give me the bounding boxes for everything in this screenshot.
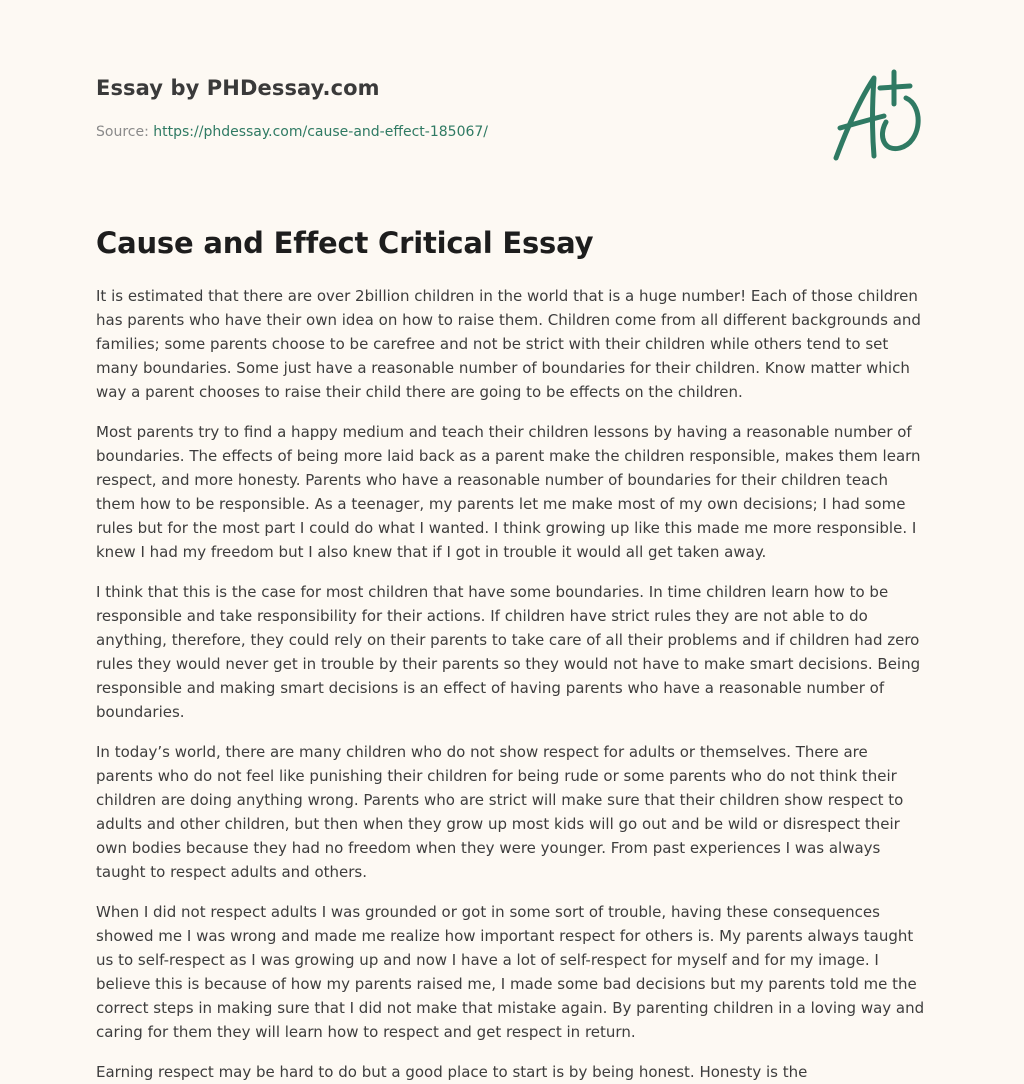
source-link[interactable]: https://phdessay.com/cause-and-effect-185067/: [153, 124, 489, 140]
essay-body: [96, 284, 928, 1084]
essay-paragraph: When I did not respect adults I was grounded or got in some sort of trouble, having these consequences showed me I was wrong and made me realize how important respect for others is. My parents always taught us to self-respect as I was growing up and now I have a lot of self-respect for myself and for my image. I believe this is because of how my parents raised me, I made some bad decisions but my parents told me the correct steps in making sure that I did not make that mistake again. By parenting children in a loving way and caring for them they will learn how to respect and get respect in return.: [96, 903, 925, 1041]
essay-paragraph: It is estimated that there are over 2billion children in the world that is a huge number! Each of those children has parents who have their own idea on how to raise them. Children come from all different backgrounds and families; some parents choose to be carefree and not be strict with their children while others tend to set many boundaries. Some just have a reasonable number of boundaries for their children. Know matter which way a parent chooses to raise their child there are going to be effects on the children.: [96, 287, 921, 401]
site-title: Essay by PHDessay.com: [96, 76, 380, 100]
essay-paragraph: Most parents try to find a happy medium and teach their children lessons by having a reasonable number of boundaries. The effects of being more laid back as a parent make the children responsible, makes them learn respect, and more honesty. Parents who have a reasonable number of boundaries for their children teach them how to be responsible. As a teenager, my parents let me make most of my own decisions; I had some rules but for the most part I could do what I wanted. I think growing up like this made me more responsible. I knew I had my freedom but I also knew that if I got in trouble it would all get taken away.: [96, 423, 921, 561]
essay-paragraph: I think that this is the case for most children that have some boundaries. In time children learn how to be responsible and take responsibility for their actions. If children have strict rules they are not able to do anything, therefore, they could rely on their parents to take care of all their problems and if children had zero rules they would never get in trouble by their parents so they would not have to make smart decisions. Being responsible and making smart decisions is an effect of having parents who have a reasonable number of boundaries.: [96, 583, 921, 721]
a-plus-logo-icon: [828, 66, 928, 166]
essay-paragraph: Earning respect may be hard to do but a good place to start is by being honest. Honesty is the: [96, 1063, 808, 1081]
source-label: Source:: [96, 124, 149, 140]
essay-title: Cause and Effect Critical Essay: [96, 226, 594, 260]
source-line: [96, 124, 488, 140]
essay-paragraph: In today’s world, there are many children who do not show respect for adults or themselves. There are parents who do not feel like punishing their children for being rude or some parents who do not think their children are doing anything wrong. Parents who are strict will make sure that their children show respect to adults and other children, but then when they grow up most kids will go out and be wild or disrespect their own bodies because they had no freedom when they were younger. From past experiences I was always taught to respect adults and others.: [96, 743, 904, 881]
page-header: [96, 0, 928, 200]
